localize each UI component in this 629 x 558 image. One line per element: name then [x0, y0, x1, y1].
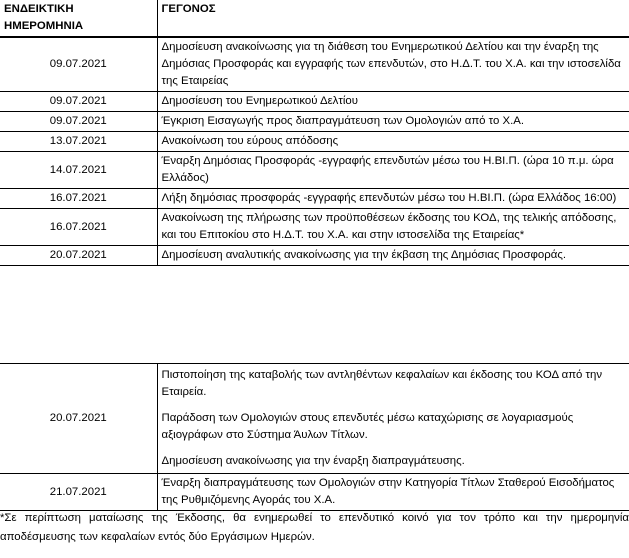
row-event: Έναρξη διαπραγμάτευσης των Ομολογιών στην Κατηγορία Τίτλων Σταθερού Εισοδήματος της Ρυθμιζόμενης Αγοράς του Χ.Α. [157, 474, 629, 511]
footnote: *Σε περίπτωση ματαίωσης της Έκδοσης, θα ενημερωθεί το επενδυτικό κοινό για τον τρόπο και την ημερομηνία αποδέσμευσης των κεφαλαίων εντός δύο Εργάσιμων Ημερών. [0, 512, 629, 543]
table-row [0, 189, 629, 209]
row-date: 09.07.2021 [0, 92, 157, 112]
row-event: Έγκριση Εισαγωγής προς διαπραγμάτευση των Ομολογιών από το Χ.Α. [157, 112, 629, 132]
table-header-row [0, 0, 629, 37]
table-row [0, 92, 629, 112]
table-row [0, 37, 629, 92]
row-event: Δημοσίευση ανακοίνωσης για την έναρξη διαπραγμάτευσης. [161, 455, 465, 467]
row-event: Ανακοίνωση της πλήρωσης των προϋποθέσεων έκδοσης του ΚΟΔ, της τελικής απόδοσης, και του Επιτοκίου στο Η.Δ.Τ. του Χ.Α. και στην ιστοσελίδα της Εταιρείας* [157, 209, 629, 246]
row-date: 09.07.2021 [0, 37, 157, 92]
row-event: Λήξη δημόσιας προσφοράς -εγγραφής επενδυτών μέσω του Η.ΒΙ.Π. (ώρα Ελλάδος 16:00) [157, 189, 629, 209]
header-event: ΓΕΓΟΝΟΣ [157, 0, 629, 37]
row-date: 20.07.2021 [0, 364, 157, 474]
row-date: 16.07.2021 [0, 209, 157, 246]
table-row [0, 112, 629, 132]
schedule-table-continued [0, 363, 629, 511]
row-event: Δημοσίευση ανακοίνωσης για τη διάθεση του Ενημερωτικού Δελτίου και την έναρξη της Δημόσιας Προσφοράς και εγγραφής των επενδυτών, στο Η.Δ.Τ. του Χ.Α. και την ιστοσελίδα της Εταιρείας [157, 37, 629, 92]
row-date: 13.07.2021 [0, 132, 157, 152]
row-date: 09.07.2021 [0, 112, 157, 132]
table-row [0, 474, 629, 511]
row-date: 14.07.2021 [0, 152, 157, 189]
row-event: Παράδοση των Ομολογιών στους επενδυτές μέσω καταχώρισης σε λογαριασμούς αξιογράφων στο Σύστημα Άυλων Τίτλων. [161, 412, 574, 441]
table-row [0, 209, 629, 246]
row-event: Ανακοίνωση του εύρους απόδοσης [157, 132, 629, 152]
header-date: ΕΝΔΕΙΚΤΙΚΗ ΗΜΕΡΟΜΗΝΙΑ [0, 0, 157, 37]
row-event: Έναρξη Δημόσιας Προσφοράς -εγγραφής επενδυτών μέσω του Η.ΒΙ.Π. (ώρα 10 π.μ. ώρα Ελλάδος) [157, 152, 629, 189]
table-row [0, 132, 629, 152]
row-date: 21.07.2021 [0, 474, 157, 511]
table-row [0, 364, 629, 474]
row-event: Δημοσίευση αναλυτικής ανακοίνωσης για την έκβαση της Δημόσιας Προσφοράς. [157, 246, 629, 266]
row-event: Πιστοποίηση της καταβολής των αντληθέντων κεφαλαίων και έκδοσης του ΚΟΔ από την Εταιρεία. [161, 369, 603, 398]
row-date: 20.07.2021 [0, 246, 157, 266]
row-event: Δημοσίευση του Ενημερωτικού Δελτίου [157, 92, 629, 112]
schedule-table [0, 0, 629, 266]
table-row [0, 246, 629, 266]
table-row [0, 152, 629, 189]
row-date: 16.07.2021 [0, 189, 157, 209]
row-events [157, 364, 629, 474]
